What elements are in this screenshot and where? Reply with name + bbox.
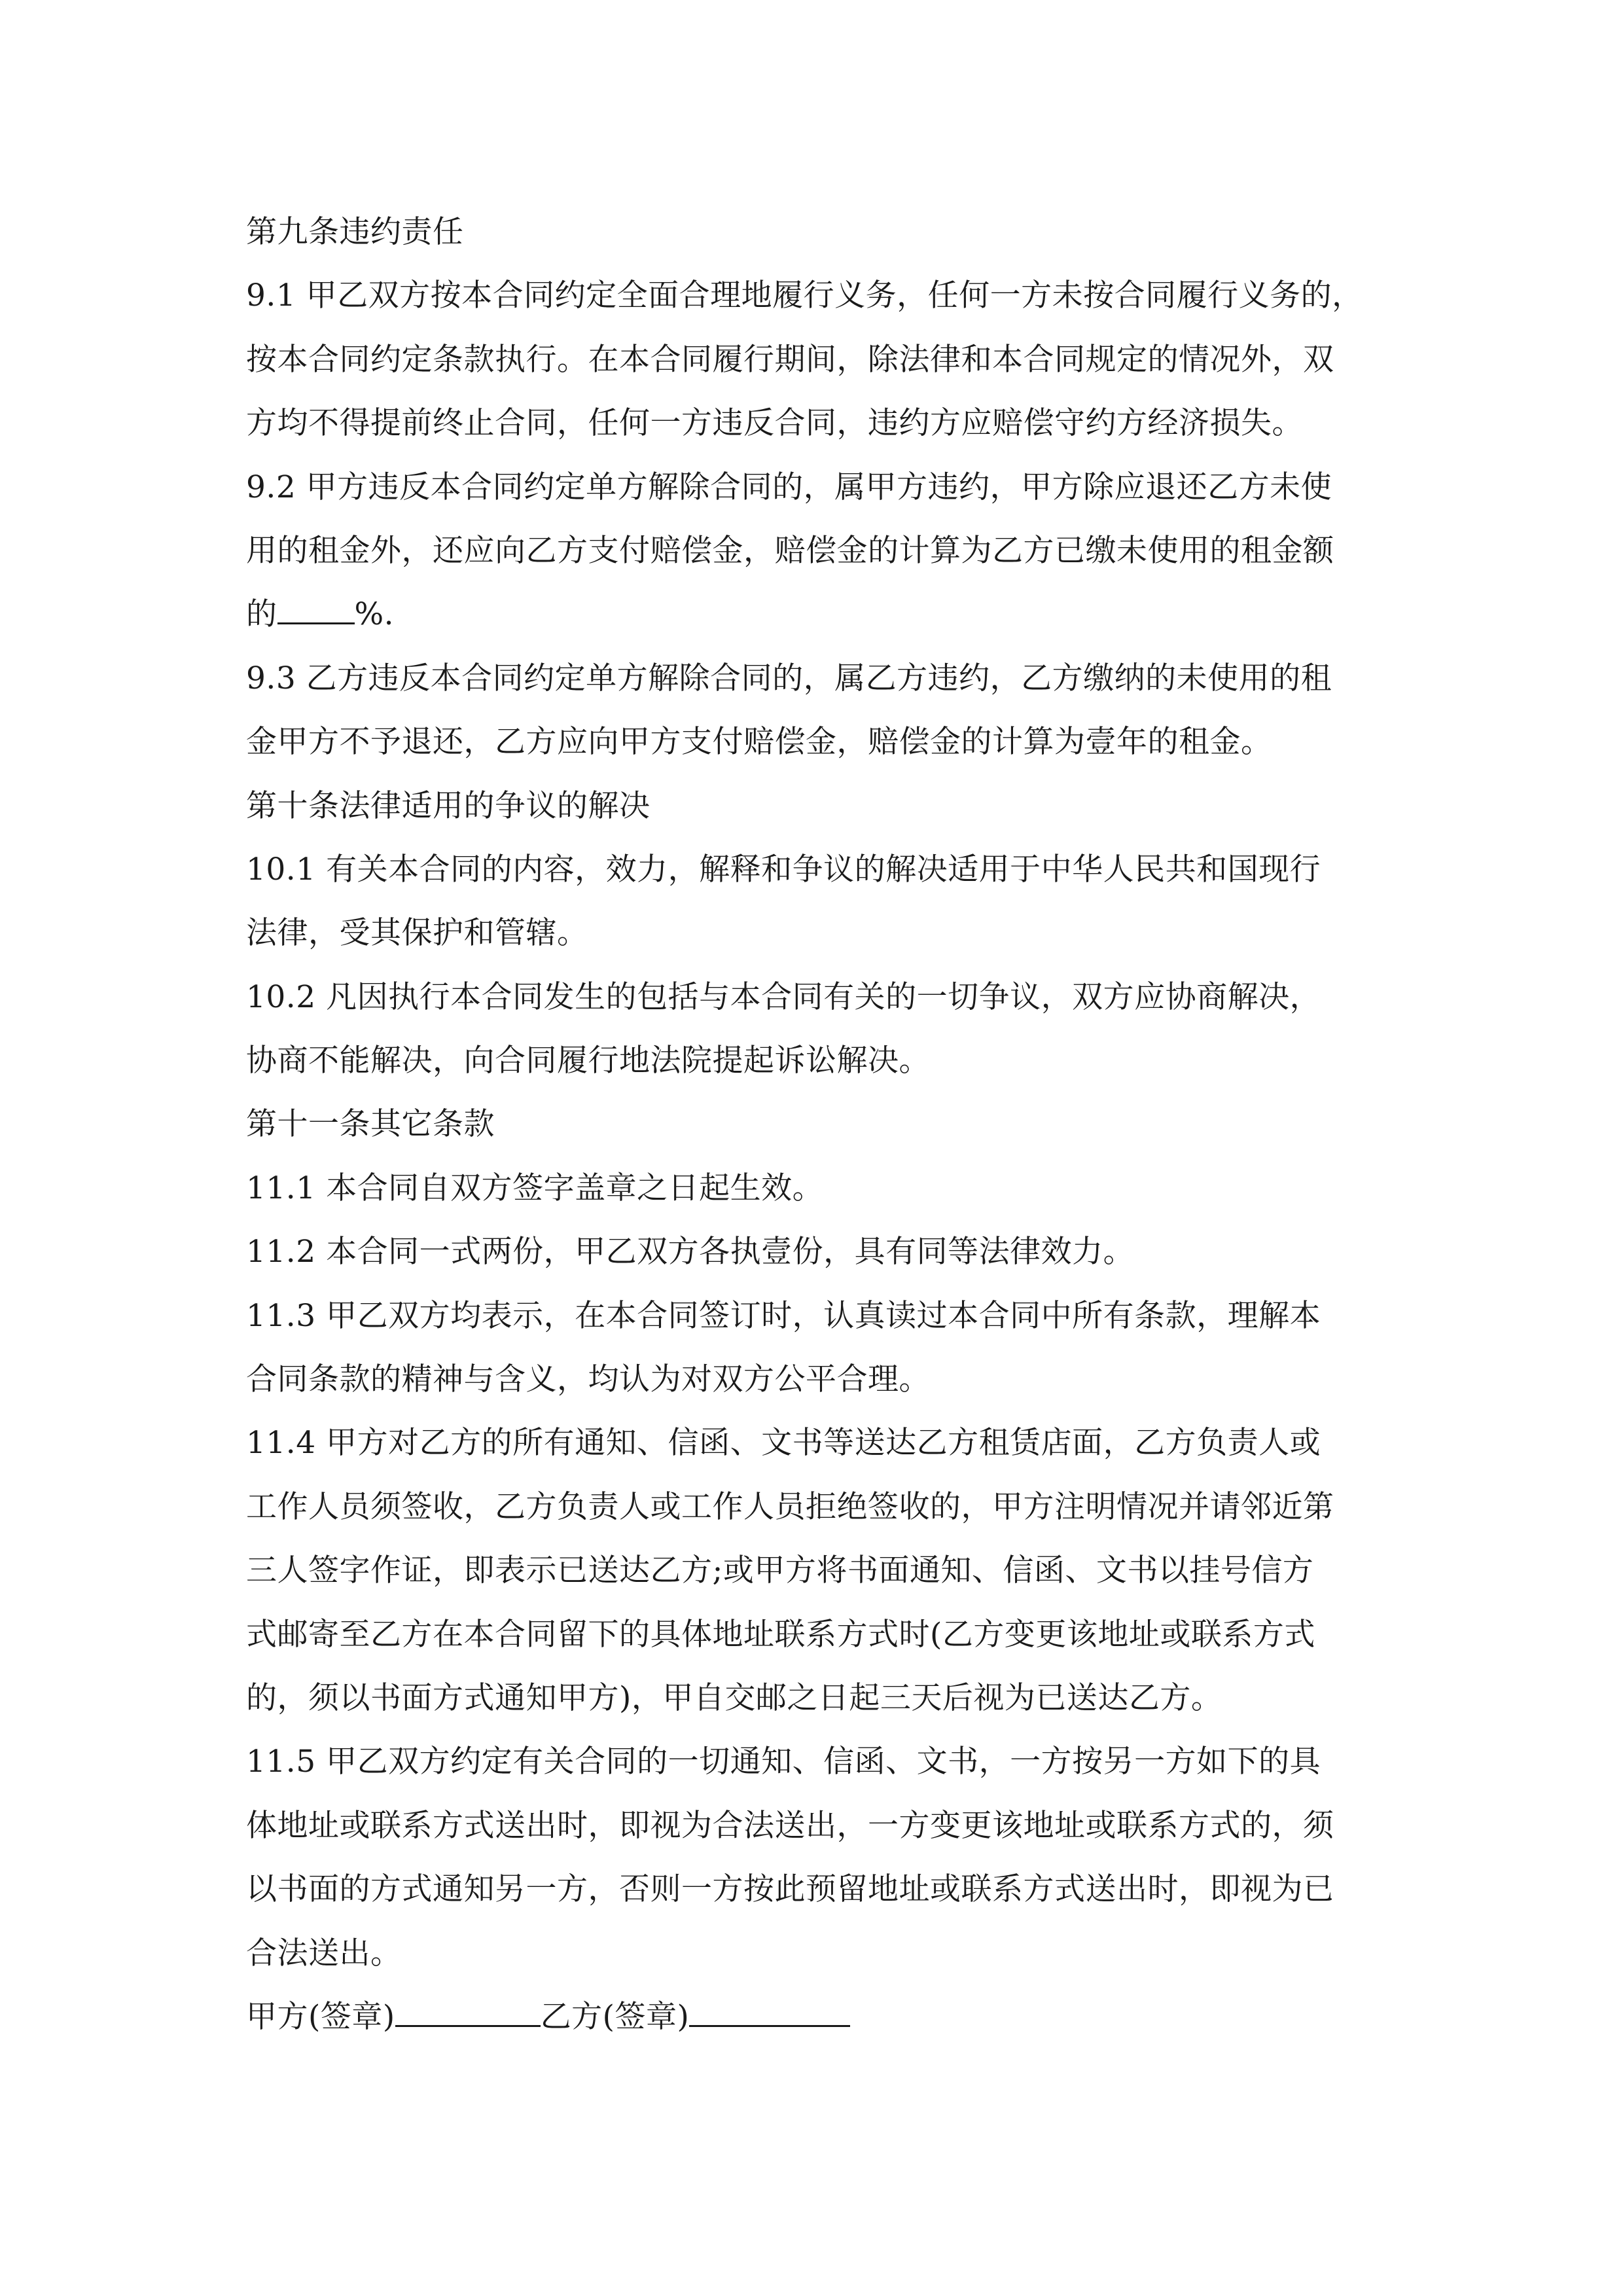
clause-11-1: 11.1 本合同自双方签字盖章之日起生效。: [246, 1170, 824, 1206]
contract-text: [246, 200, 1424, 2049]
clause-11-4-line-4: 式邮寄至乙方在本合同留下的具体地址联系方式时(乙方变更该地址或联系方式: [246, 1616, 1315, 1653]
clause-11-3-line-2: 合同条款的精神与含义，均认为对双方公平合理。: [246, 1361, 930, 1398]
clause-11-5-line-1: 11.5 甲乙双方约定有关合同的一切通知、信函、文书，一方按另一方如下的具: [246, 1744, 1321, 1780]
party-a-signature-blank: [395, 1996, 541, 2027]
percent-prefix: 的: [246, 596, 277, 633]
signature-line: [246, 1985, 1424, 2049]
clause-11-5-line-2: 体地址或联系方式送出时，即视为合法送出，一方变更该地址或联系方式的，须: [246, 1807, 1334, 1844]
clause-11-2: 11.2 本合同一式两份，甲乙双方各执壹份，具有同等法律效力。: [246, 1234, 1135, 1270]
percent-blank: [277, 594, 355, 624]
section-heading-10: 第十条法律适用的争议的解决: [246, 787, 651, 824]
clause-11-3-line-1: 11.3 甲乙双方均表示，在本合同签订时，认真读过本合同中所有条款，理解本: [246, 1297, 1321, 1334]
clause-11-4-line-1: 11.4 甲方对乙方的所有通知、信函、文书等送达乙方租赁店面，乙方负责人或: [246, 1425, 1321, 1462]
party-b-signature-label: 乙方(签章): [540, 1998, 690, 2035]
section-heading-9: 第九条违约责任: [246, 214, 464, 250]
clause-10-1-line-2: 法律，受其保护和管辖。: [246, 915, 588, 952]
clause-11-4-line-5: 的，须以书面方式通知甲方)，甲自交邮之日起三天后视为已送达乙方。: [246, 1679, 1222, 1716]
clause-9-1-line-2: 按本合同约定条款执行。在本合同履行期间，除法律和本合同规定的情况外，双: [246, 341, 1334, 378]
clause-9-3-line-1: 9.3 乙方违反本合同约定单方解除合同的，属乙方违约，乙方缴纳的未使用的租: [246, 660, 1332, 696]
clause-10-2-line-1: 10.2 凡因执行本合同发生的包括与本合同有关的一切争议，双方应协商解决，: [246, 978, 1321, 1015]
clause-11-5-line-3: 以书面的方式通知另一方，否则一方按此预留地址或联系方式送出时，即视为已: [246, 1871, 1334, 1908]
clause-9-1-line-3: 方均不得提前终止合同，任何一方违反合同，违约方应赔偿守约方经济损失。: [246, 405, 1303, 442]
clause-11-4-line-3: 三人签字作证，即表示已送达乙方;或甲方将书面通知、信函、文书以挂号信方: [246, 1552, 1314, 1589]
clause-10-1-line-1: 10.1 有关本合同的内容，效力，解释和争议的解决适用于中华人民共和国现行: [246, 851, 1321, 888]
clause-11-5-line-4: 合法送出。: [246, 1935, 402, 1971]
clause-9-2-line-2: 用的租金外，还应向乙方支付赔偿金，赔偿金的计算为乙方已缴未使用的租金额: [246, 532, 1334, 569]
party-a-signature-label: 甲方(签章): [246, 1998, 395, 2035]
percent-suffix: %.: [354, 596, 395, 633]
section-heading-11: 第十一条其它条款: [246, 1106, 495, 1143]
clause-9-2-line-3: [246, 583, 1424, 646]
clause-10-2-line-2: 协商不能解决，向合同履行地法院提起诉讼解决。: [246, 1043, 930, 1079]
clause-11-4-line-2: 工作人员须签收，乙方负责人或工作人员拒绝签收的，甲方注明情况并请邻近第: [246, 1488, 1334, 1525]
clause-9-2-line-1: 9.2 甲方违反本合同约定单方解除合同的，属甲方违约，甲方除应退还乙方未使: [246, 469, 1332, 505]
clause-9-1-line-1: 9.1 甲乙双方按本合同约定全面合理地履行义务，任何一方未按合同履行义务的，: [246, 278, 1363, 314]
clause-9-3-line-2: 金甲方不予退还，乙方应向甲方支付赔偿金，赔偿金的计算为壹年的租金。: [246, 724, 1272, 761]
party-b-signature-blank: [689, 1996, 850, 2027]
